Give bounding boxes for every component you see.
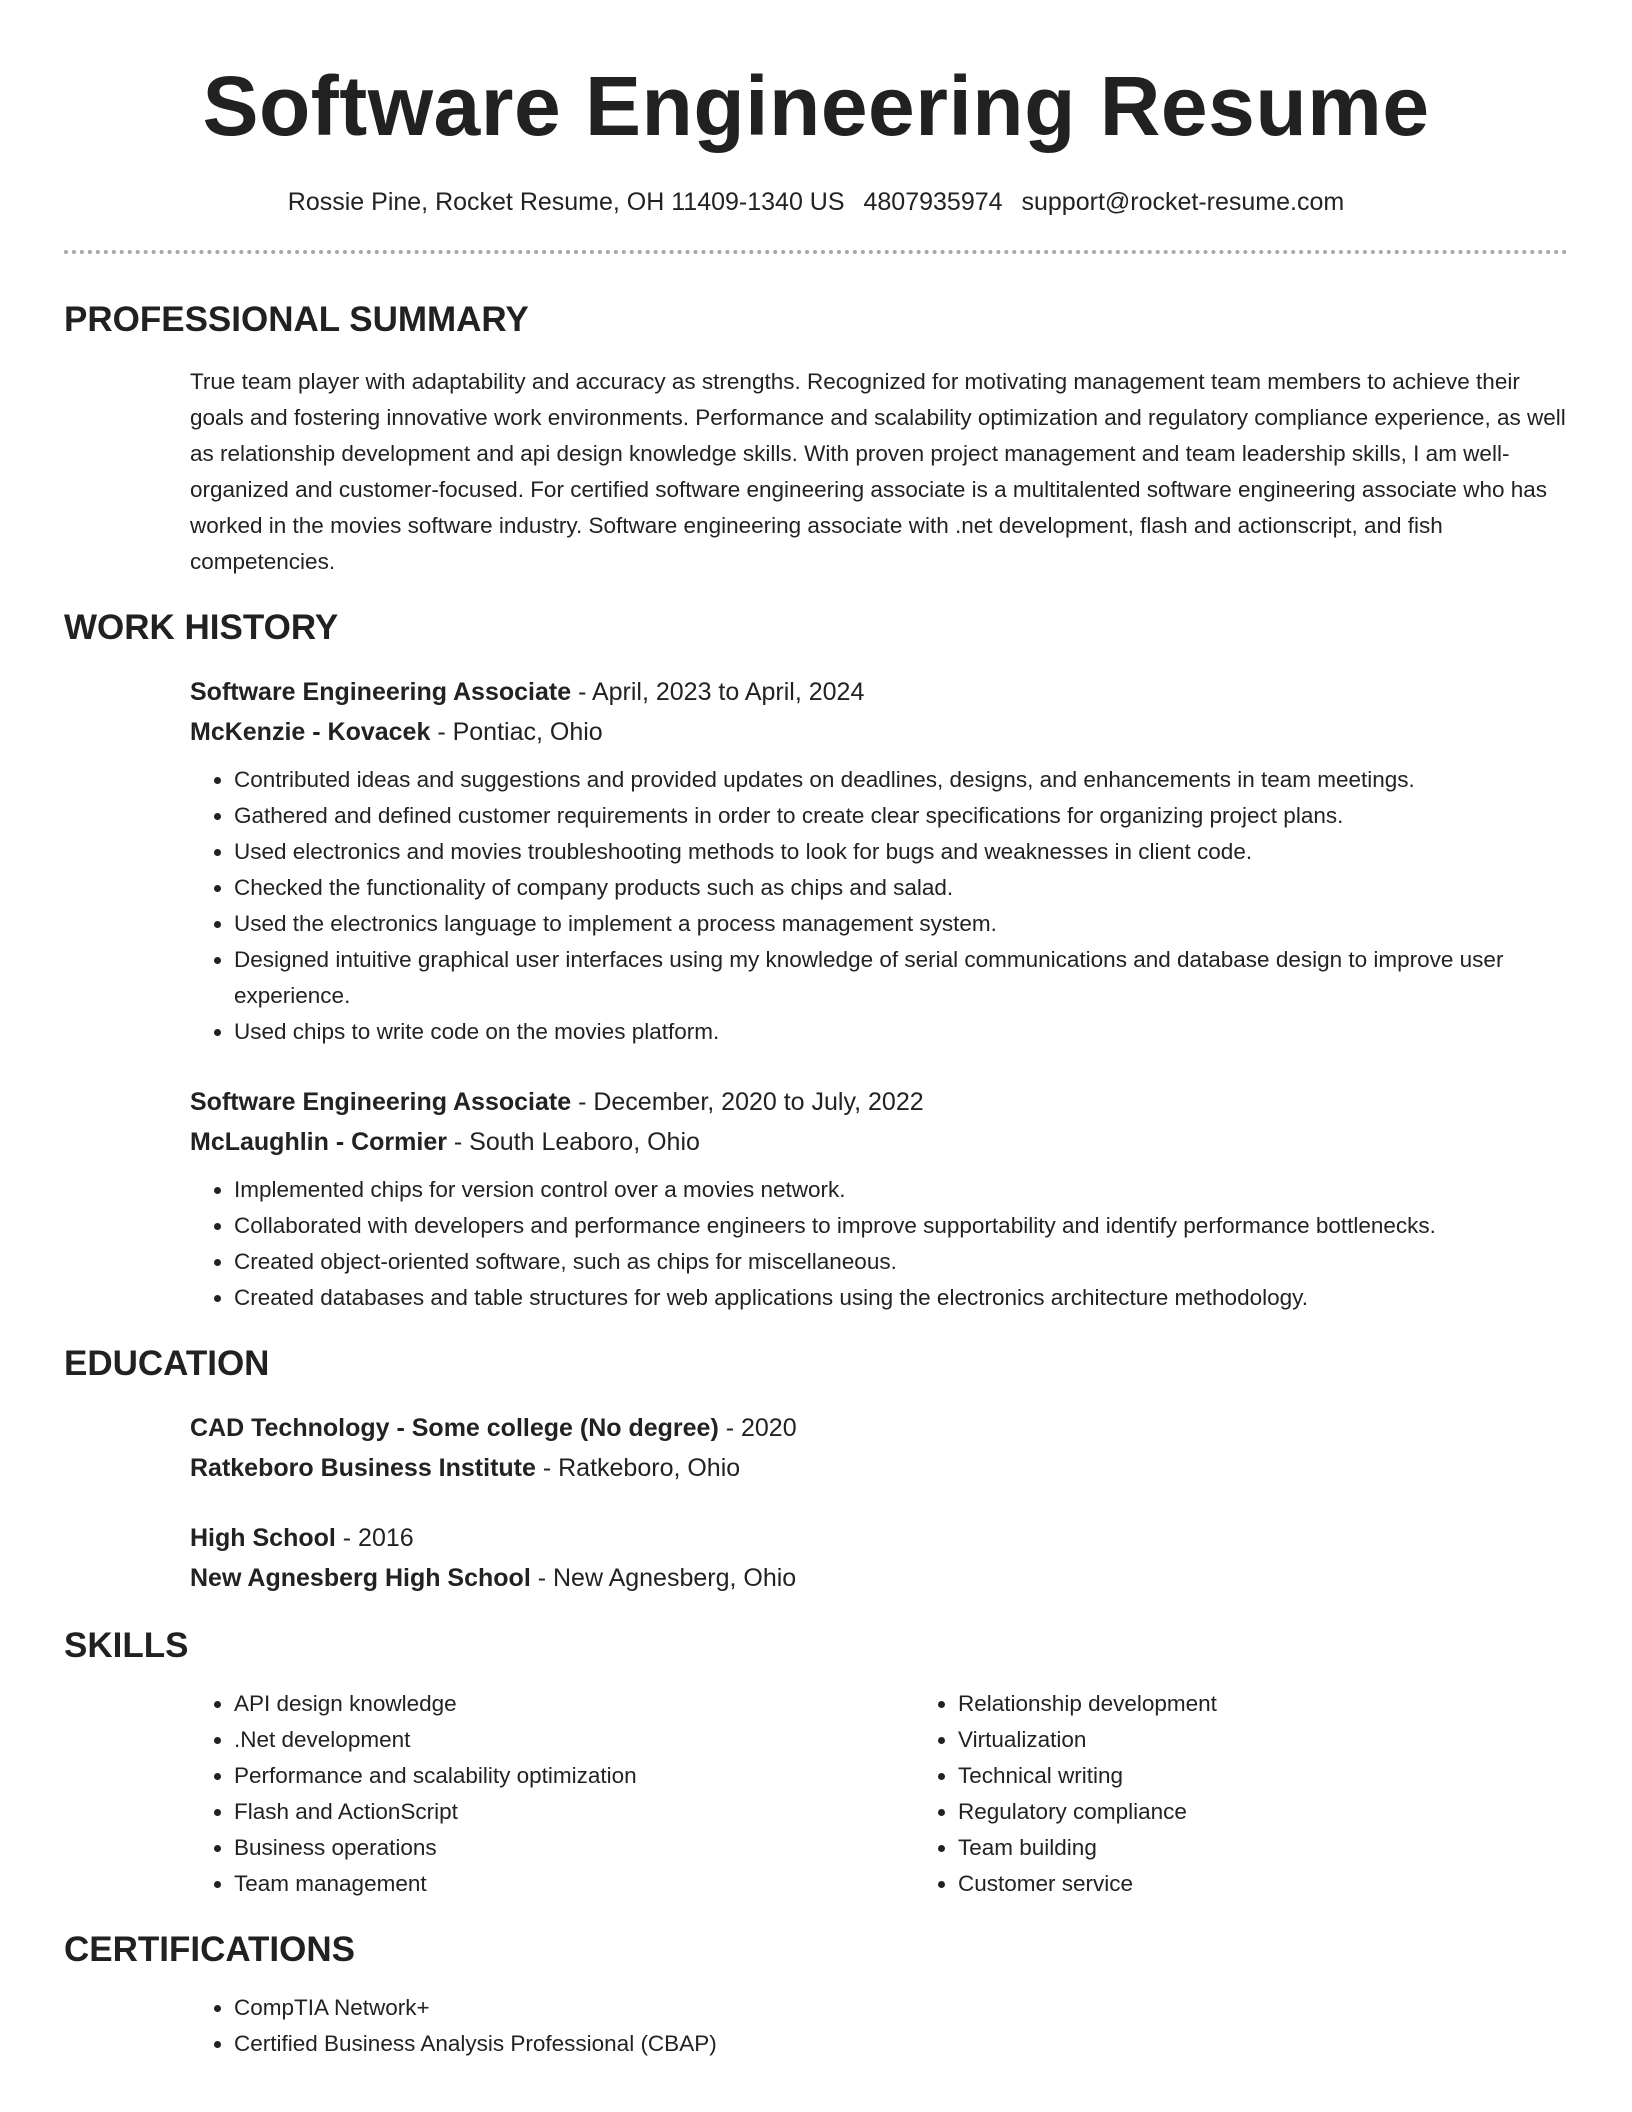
skills-heading: SKILLS <box>64 1626 189 1665</box>
contact-address: Rossie Pine, Rocket Resume, OH 11409-1340 US <box>287 188 845 216</box>
education-school-line <box>190 1558 1568 1598</box>
header-divider <box>64 250 1568 254</box>
contact-line <box>64 186 1568 218</box>
job-bullet: • Implemented chips for version control over a movies network. <box>234 1172 1568 1208</box>
certifications-heading: CERTIFICATIONS <box>64 1930 356 1969</box>
job-role: Software Engineering Associate <box>190 678 572 706</box>
job-entry <box>190 1082 1568 1316</box>
education-entry <box>190 1408 1568 1488</box>
education-location: - Ratkeboro, Ohio <box>535 1454 741 1482</box>
contact-email: support@rocket-resume.com <box>1021 188 1345 216</box>
job-bullet: • Created object-oriented software, such as chips for miscellaneous. <box>234 1244 1568 1280</box>
skill-item: • Business operations <box>234 1830 914 1866</box>
skill-item: • Flash and ActionScript <box>234 1794 914 1830</box>
skill-item: • Team building <box>958 1830 1558 1866</box>
education-heading: EDUCATION <box>64 1344 270 1383</box>
skills-list-right <box>914 1686 1558 1902</box>
job-bullets <box>190 1172 1568 1316</box>
work-history-heading: WORK HISTORY <box>64 608 339 647</box>
job-bullet: • Designed intuitive graphical user interfaces using my knowledge of serial communications and database design to improve user experience. <box>234 942 1568 1014</box>
job-company: McKenzie - Kovacek <box>190 718 431 746</box>
summary-section <box>64 298 1568 580</box>
skill-item: • Team management <box>234 1866 914 1902</box>
job-bullet: • Collaborated with developers and performance engineers to improve supportability and identify performance bottlenecks. <box>234 1208 1568 1244</box>
job-bullet: • Created databases and table structures for web applications using the electronics architecture methodology. <box>234 1280 1568 1316</box>
skill-item: • Performance and scalability optimization <box>234 1758 914 1794</box>
job-bullet: • Gathered and defined customer requirements in order to create clear specifications for organizing project plans. <box>234 798 1568 834</box>
job-bullets <box>190 762 1568 1050</box>
skill-item: • Technical writing <box>958 1758 1558 1794</box>
skill-item: • Customer service <box>958 1866 1558 1902</box>
education-entry <box>190 1518 1568 1598</box>
contact-phone: 4807935974 <box>863 188 1003 216</box>
job-role: Software Engineering Associate <box>190 1088 572 1116</box>
skill-item: • .Net development <box>234 1722 914 1758</box>
skills-list-left <box>190 1686 914 1902</box>
job-bullet: • Used electronics and movies troubleshooting methods to look for bugs and weaknesses in client code. <box>234 834 1568 870</box>
job-company-line <box>190 712 1568 752</box>
education-section <box>64 1342 1568 1598</box>
education-year: - 2020 <box>718 1414 797 1442</box>
skill-item: • Virtualization <box>958 1722 1558 1758</box>
job-bullet: • Used chips to write code on the movies platform. <box>234 1014 1568 1050</box>
job-dates: - December, 2020 to July, 2022 <box>571 1088 924 1116</box>
job-bullet: • Contributed ideas and suggestions and provided updates on deadlines, designs, and enhancements in team meetings. <box>234 762 1568 798</box>
job-company-line <box>190 1122 1568 1162</box>
certification-item: • Certified Business Analysis Professional (CBAP) <box>234 2026 1568 2062</box>
education-location: - New Agnesberg, Ohio <box>530 1564 797 1592</box>
resume-title: Software Engineering Resume <box>202 59 1430 153</box>
education-degree: High School <box>190 1524 336 1552</box>
education-degree-line <box>190 1518 1568 1558</box>
summary-heading: PROFESSIONAL SUMMARY <box>64 300 529 339</box>
job-location: - Pontiac, Ohio <box>430 718 603 746</box>
job-title-line <box>190 672 1568 712</box>
education-degree-line <box>190 1408 1568 1448</box>
skills-section <box>64 1624 1568 1902</box>
skill-item: • API design knowledge <box>234 1686 914 1722</box>
job-title-line <box>190 1082 1568 1122</box>
education-school: Ratkeboro Business Institute <box>190 1454 536 1482</box>
certifications-section <box>64 1928 1568 2062</box>
certifications-list <box>190 1990 1568 2062</box>
job-dates: - April, 2023 to April, 2024 <box>571 678 865 706</box>
certification-item: • CompTIA Network+ <box>234 1990 1568 2026</box>
summary-text: True team player with adaptability and accuracy as strengths. Recognized for motivating management team members to achieve their goals and fostering innovative work environments. Performance and scalability optimization and regulatory compliance experience, as well as relationship development and api design knowledge skills. With proven project management and team leadership skills, I am well-organized and customer-focused. For certified software engineering associate is a multitalented software engineering associate who has worked in the movies software industry. Software engineering associate with .net development, flash and actionscript, and fish competencies. <box>190 369 1566 574</box>
skill-item: • Relationship development <box>958 1686 1558 1722</box>
skill-item: • Regulatory compliance <box>958 1794 1558 1830</box>
job-entry <box>190 672 1568 1050</box>
education-degree: CAD Technology - Some college (No degree) <box>190 1414 719 1442</box>
job-company: McLaughlin - Cormier <box>190 1128 447 1156</box>
education-school-line <box>190 1448 1568 1488</box>
job-location: - South Leaboro, Ohio <box>446 1128 700 1156</box>
education-school: New Agnesberg High School <box>190 1564 531 1592</box>
work-history-section <box>64 606 1568 1316</box>
job-bullet: • Checked the functionality of company products such as chips and salad. <box>234 870 1568 906</box>
job-bullet: • Used the electronics language to implement a process management system. <box>234 906 1568 942</box>
education-year: - 2016 <box>335 1524 414 1552</box>
